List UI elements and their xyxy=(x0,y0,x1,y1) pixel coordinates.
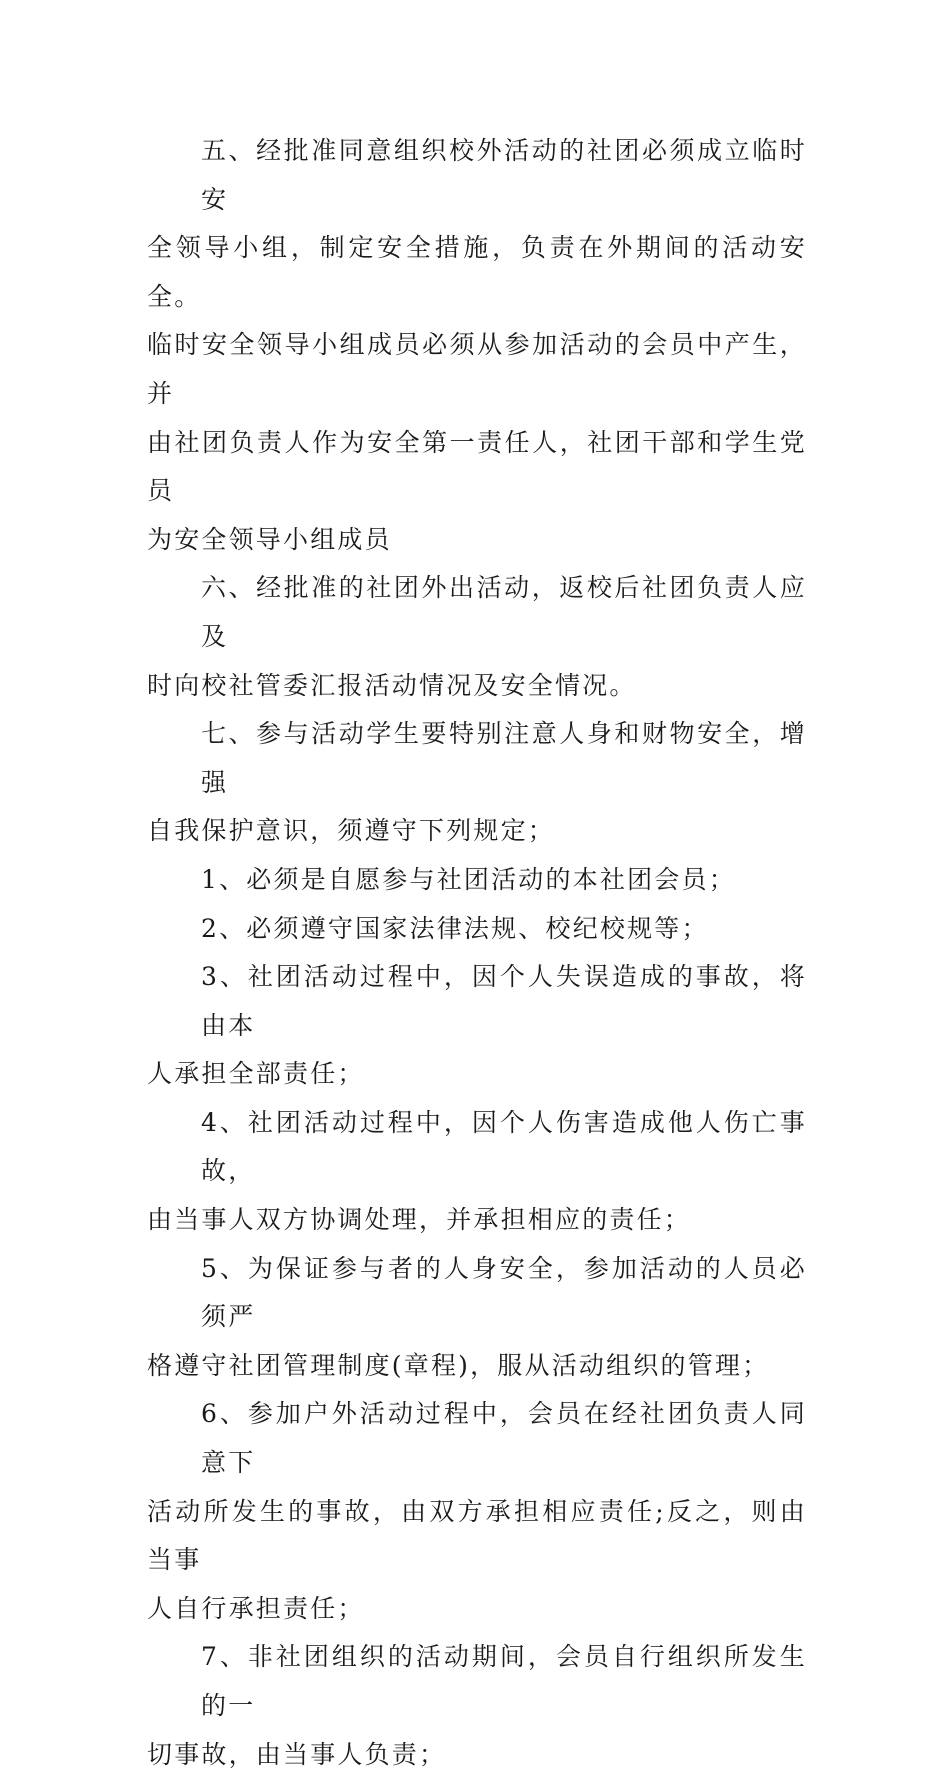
text-line: 7、非社团组织的活动期间，会员自行组织所发生的一 xyxy=(201,1642,807,1720)
text-line: 全领导小组，制定安全措施，负责在外期间的活动安全。 xyxy=(147,233,807,311)
text-line: 由当事人双方协调处理，并承担相应的责任； xyxy=(147,1205,692,1235)
text-line: 4、社团活动过程中，因个人伤害造成他人伤亡事故， xyxy=(201,1107,807,1186)
paragraph-6 xyxy=(147,564,807,710)
text-line: 临时安全领导小组成员必须从参加活动的会员中产生，并 xyxy=(147,330,807,408)
text-line: 格遵守社团管理制度(章程)，服从活动组织的管理； xyxy=(147,1350,770,1380)
text-line: 为安全领导小组成员 xyxy=(147,524,392,554)
rule-item-6 xyxy=(147,1390,807,1633)
rule-item-3 xyxy=(147,953,807,1099)
text-line: 1、必须是自愿参与社团活动的本社团会员； xyxy=(201,864,736,894)
text-line: 切事故，由当事人负责； xyxy=(147,1739,447,1769)
rule-item-4 xyxy=(147,1099,807,1245)
text-line: 自我保护意识，须遵守下列规定； xyxy=(147,816,556,846)
text-line: 6、参加户外活动过程中，会员在经社团负责人同意下 xyxy=(201,1399,807,1478)
text-line: 七、参与活动学生要特别注意人身和财物安全，增强 xyxy=(201,719,807,797)
text-line: 时向校社管委汇报活动情况及安全情况。 xyxy=(147,670,637,700)
rule-item-1 xyxy=(147,856,807,905)
rule-item-5 xyxy=(147,1245,807,1391)
rule-item-7 xyxy=(147,1633,807,1779)
text-line: 3、社团活动过程中，因个人失误造成的事故，将由本 xyxy=(201,962,807,1040)
text-line: 五、经批准同意组织校外活动的社团必须成立临时安 xyxy=(201,136,807,214)
paragraph-5 xyxy=(147,127,807,564)
text-line: 由社团负责人作为安全第一责任人，社团干部和学生党员 xyxy=(147,427,807,506)
text-line: 六、经批准的社团外出活动，返校后社团负责人应及 xyxy=(201,573,807,651)
text-line: 活动所发生的事故，由双方承担相应责任;反之，则由当事 xyxy=(147,1496,807,1575)
text-line: 2、必须遵守国家法律法规、校纪校规等； xyxy=(201,913,709,943)
paragraph-7 xyxy=(147,710,807,856)
text-line: 人承担全部责任； xyxy=(147,1059,365,1089)
document-page xyxy=(147,127,807,1779)
text-line: 5、为保证参与者的人身安全，参加活动的人员必须严 xyxy=(201,1253,807,1332)
rule-item-2 xyxy=(147,905,807,954)
text-line: 人自行承担责任； xyxy=(147,1593,365,1623)
